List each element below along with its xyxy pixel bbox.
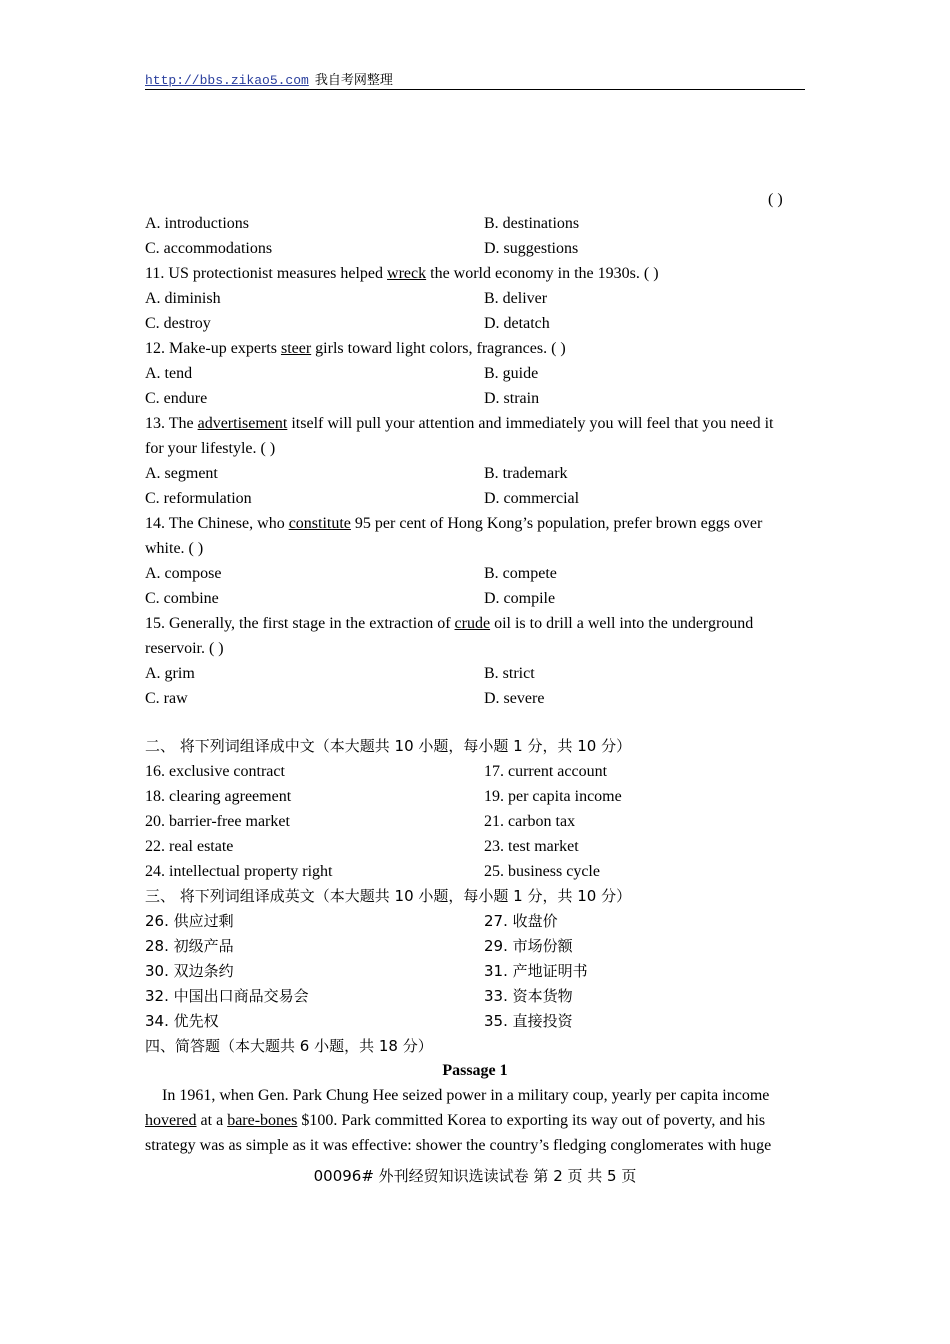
section2-item: 18. clearing agreement	[145, 788, 292, 805]
q11-stem-post: the world economy in the 1930s. ( )	[426, 265, 659, 282]
q11-stem	[145, 261, 659, 286]
q12-option-d: D. strain	[484, 390, 540, 407]
q13-stem-pre: 13. The	[145, 415, 198, 432]
q11-option-a: A. diminish	[145, 290, 221, 307]
q10-option-d: D. suggestions	[484, 240, 579, 257]
q14-stem-pre: 14. The Chinese, who	[145, 515, 289, 532]
q14-keyword: constitute	[288, 515, 351, 532]
q13-keyword: advertisement	[197, 415, 288, 432]
section2-item: 20. barrier-free market	[145, 813, 290, 830]
q11-keyword: wreck	[387, 265, 427, 282]
q10-option-b: B. destinations	[484, 215, 580, 232]
passage-keyword-hovered: hovered	[145, 1112, 197, 1129]
q15-stem-post: oil is to drill a well into the underground	[490, 615, 754, 632]
q11-option-d: D. detatch	[484, 315, 550, 332]
section3-heading: 三、 将下列词组译成英文（本大题共 10 小题，每小题 1 分，共 10 分）	[145, 887, 632, 905]
q15-option-c: C. raw	[145, 690, 188, 707]
q13-option-c: C. reformulation	[145, 490, 252, 507]
q15-stem-line2: reservoir. ( )	[145, 640, 224, 657]
q14-stem-post: 95 per cent of Hong Kong’s population, prefer brown eggs over	[350, 515, 763, 532]
section3-item: 35. 直接投资	[484, 1012, 573, 1030]
q13-stem	[145, 411, 773, 436]
passage-keyword-bare-bones: bare-bones	[227, 1112, 298, 1129]
q13-option-a: A. segment	[145, 465, 218, 482]
q15-option-a: A. grim	[145, 665, 195, 682]
q14-option-d: D. compile	[484, 590, 556, 607]
q12-stem	[145, 336, 566, 361]
q10-answer-paren: ( )	[768, 191, 783, 208]
q14-stem-line2: white. ( )	[145, 540, 204, 557]
passage-line-1: In 1961, when Gen. Park Chung Hee seized power in a military coup, yearly per capita income	[162, 1087, 770, 1104]
passage-line-2	[145, 1108, 765, 1133]
q11-option-b: B. deliver	[484, 290, 548, 307]
q10-option-a: A. introductions	[145, 215, 249, 232]
q11-stem-pre: 11. US protectionist measures helped	[145, 265, 388, 282]
passage-text: at a	[196, 1112, 228, 1129]
passage-title: Passage 1	[442, 1062, 508, 1079]
section2-item: 16. exclusive contract	[145, 763, 285, 780]
page-header	[145, 71, 805, 90]
section2-item: 21. carbon tax	[484, 813, 576, 830]
section4-heading: 四、简答题（本大题共 6 小题，共 18 分）	[145, 1037, 433, 1055]
q15-keyword: crude	[454, 615, 491, 632]
section2-item: 24. intellectual property right	[145, 863, 333, 880]
section2-item: 17. current account	[484, 763, 608, 780]
q14-stem	[145, 511, 762, 536]
q11-option-c: C. destroy	[145, 315, 211, 332]
q13-stem-post: itself will pull your attention and immediately you will feel that you need it	[287, 415, 774, 432]
section3-item: 32. 中国出口商品交易会	[145, 987, 309, 1005]
section3-item: 28. 初级产品	[145, 937, 234, 955]
section2-item: 23. test market	[484, 838, 579, 855]
section3-item: 26. 供应过剩	[145, 912, 234, 930]
passage-text: $100. Park committed Korea to exporting its way out of poverty, and his	[297, 1112, 766, 1129]
header-site-name: 我自考网整理	[314, 73, 393, 88]
section3-item: 27. 收盘价	[484, 912, 558, 930]
q13-stem-line2: for your lifestyle. ( )	[145, 440, 276, 457]
q14-option-a: A. compose	[145, 565, 222, 582]
q12-option-a: A. tend	[145, 365, 193, 382]
q14-option-c: C. combine	[145, 590, 219, 607]
q15-option-b: B. strict	[484, 665, 535, 682]
q13-option-d: D. commercial	[484, 490, 580, 507]
section3-item: 29. 市场份额	[484, 937, 573, 955]
q12-option-b: B. guide	[484, 365, 539, 382]
section2-item: 19. per capita income	[484, 788, 622, 805]
section2-item: 25. business cycle	[484, 863, 600, 880]
section2-item: 22. real estate	[145, 838, 234, 855]
q14-option-b: B. compete	[484, 565, 557, 582]
q12-keyword: steer	[280, 340, 312, 357]
section3-item: 34. 优先权	[145, 1012, 219, 1030]
q13-option-b: B. trademark	[484, 465, 568, 482]
section2-heading: 二、 将下列词组译成中文（本大题共 10 小题，每小题 1 分，共 10 分）	[145, 737, 632, 755]
section3-item: 31. 产地证明书	[484, 962, 588, 980]
q10-option-c: C. accommodations	[145, 240, 273, 257]
q12-option-c: C. endure	[145, 390, 208, 407]
q15-stem	[145, 611, 753, 636]
q12-stem-pre: 12. Make-up experts	[145, 340, 281, 357]
q12-stem-post: girls toward light colors, fragrances. ( )	[311, 340, 566, 357]
page-footer: 00096# 外刊经贸知识选读试卷 第 2 页 共 5 页	[313, 1167, 637, 1185]
section3-item: 33. 资本货物	[484, 987, 573, 1005]
passage-line-3: strategy was as simple as it was effective: shower the country’s fledging conglomerates with huge	[145, 1137, 772, 1154]
q15-stem-pre: 15. Generally, the first stage in the extraction of	[145, 615, 455, 632]
section3-item: 30. 双边条约	[145, 962, 234, 980]
header-link[interactable]: http://bbs.zikao5.com	[145, 73, 309, 88]
q15-option-d: D. severe	[484, 690, 545, 707]
